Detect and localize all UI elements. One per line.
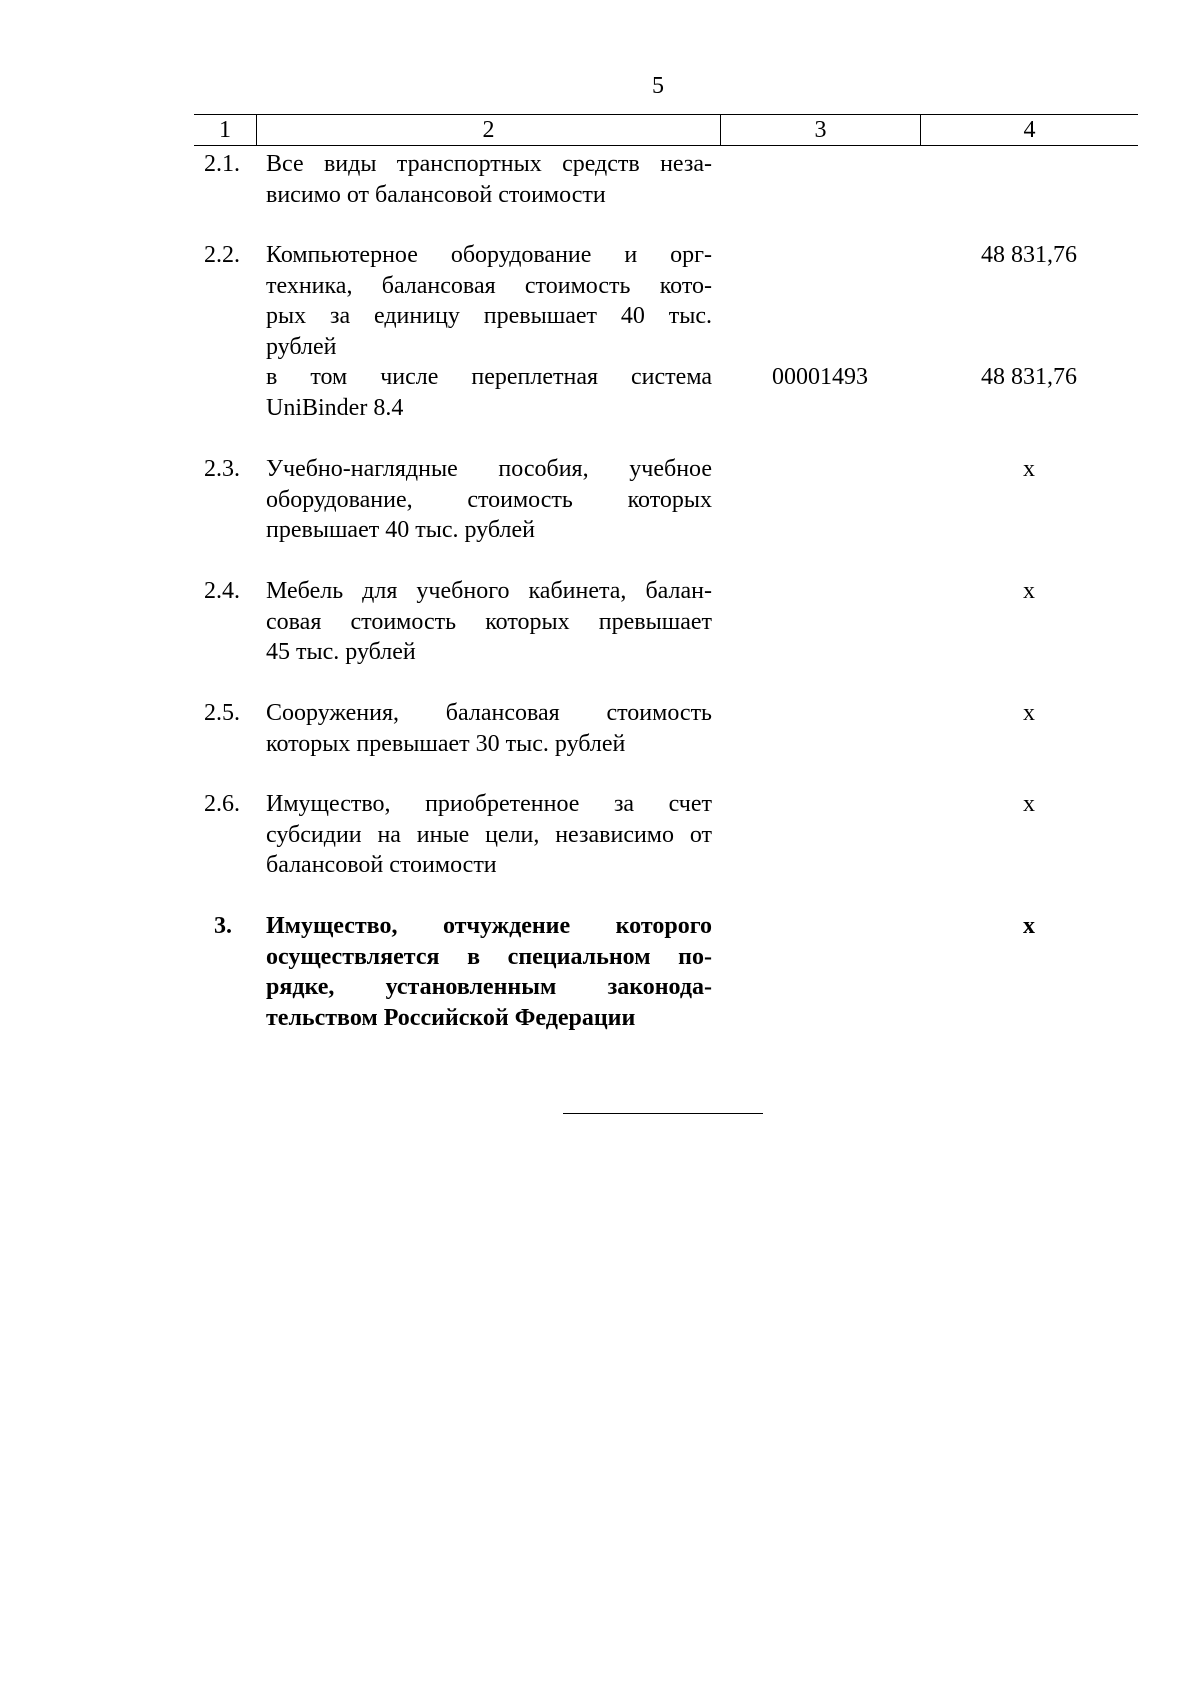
description-line: в том числе переплетная система xyxy=(266,364,712,390)
description-line: которых превышает 30 тыс. рублей xyxy=(266,730,626,757)
row-number: 2.4. xyxy=(204,578,240,604)
inventory-number: 00001493 xyxy=(772,364,868,390)
row-description xyxy=(266,789,712,881)
row-description xyxy=(266,454,712,546)
row-description xyxy=(266,698,712,759)
description-line: Мебель для учебного кабинета, балан- xyxy=(266,578,712,604)
row-number: 2.3. xyxy=(204,456,240,482)
row-description xyxy=(266,149,712,210)
description-line: Учебно-наглядные пособия, учебное xyxy=(266,456,712,482)
header-col-2: 2 xyxy=(256,115,720,145)
description-line: 45 тыс. рублей xyxy=(266,639,416,665)
description-line: Имущество, приобретенное за счет xyxy=(266,791,712,817)
description-line: тельством Российской Федерации xyxy=(266,1004,636,1031)
row-value: 48 831,76 xyxy=(981,364,1077,390)
row-value: х xyxy=(1023,791,1035,817)
row-number: 2.6. xyxy=(204,791,240,817)
row-description xyxy=(266,911,712,1033)
description-line: осуществляется в специальном по- xyxy=(266,943,712,970)
description-line: оборудование, стоимость которых xyxy=(266,486,712,513)
description-line: балансовой стоимости xyxy=(266,852,497,878)
end-of-document-rule xyxy=(563,1113,763,1114)
description-line: Сооружения, балансовая стоимость xyxy=(266,700,712,726)
row-value: х xyxy=(1023,578,1035,604)
header-col-3: 3 xyxy=(720,115,920,145)
description-line: рублей xyxy=(266,333,337,360)
page-number: 5 xyxy=(652,73,664,99)
row-description xyxy=(266,240,712,362)
description-line: совая стоимость которых превышает xyxy=(266,608,712,635)
header-col-4: 4 xyxy=(920,115,1138,145)
table-header xyxy=(194,114,1138,146)
description-line: субсидии на иные цели, независимо от xyxy=(266,821,712,848)
row-number: 3. xyxy=(214,913,232,939)
row-number: 2.1. xyxy=(204,151,240,177)
row-value: 48 831,76 xyxy=(981,242,1077,268)
description-line: техника, балансовая стоимость кото- xyxy=(266,272,712,299)
header-col-1: 1 xyxy=(219,117,231,143)
row-value: х xyxy=(1023,456,1035,482)
row-description xyxy=(266,576,712,668)
description-line: Имущество, отчуждение которого xyxy=(266,913,712,939)
row-number: 2.2. xyxy=(204,242,240,268)
description-line: UniBinder 8.4 xyxy=(266,394,404,421)
description-line: рядке, установленным законода- xyxy=(266,974,712,1000)
description-line: рых за единицу превышает 40 тыс. xyxy=(266,303,712,329)
row-number: 2.5. xyxy=(204,700,240,726)
description-line: превышает 40 тыс. рублей xyxy=(266,517,535,543)
row-value: х xyxy=(1023,700,1035,726)
row-value: х xyxy=(1023,913,1035,939)
description-line: висимо от балансовой стоимости xyxy=(266,181,606,208)
description-line: Компьютерное оборудование и орг- xyxy=(266,242,712,268)
description-line: Все виды транспортных средств неза- xyxy=(266,151,712,177)
subrow-description xyxy=(266,362,712,423)
